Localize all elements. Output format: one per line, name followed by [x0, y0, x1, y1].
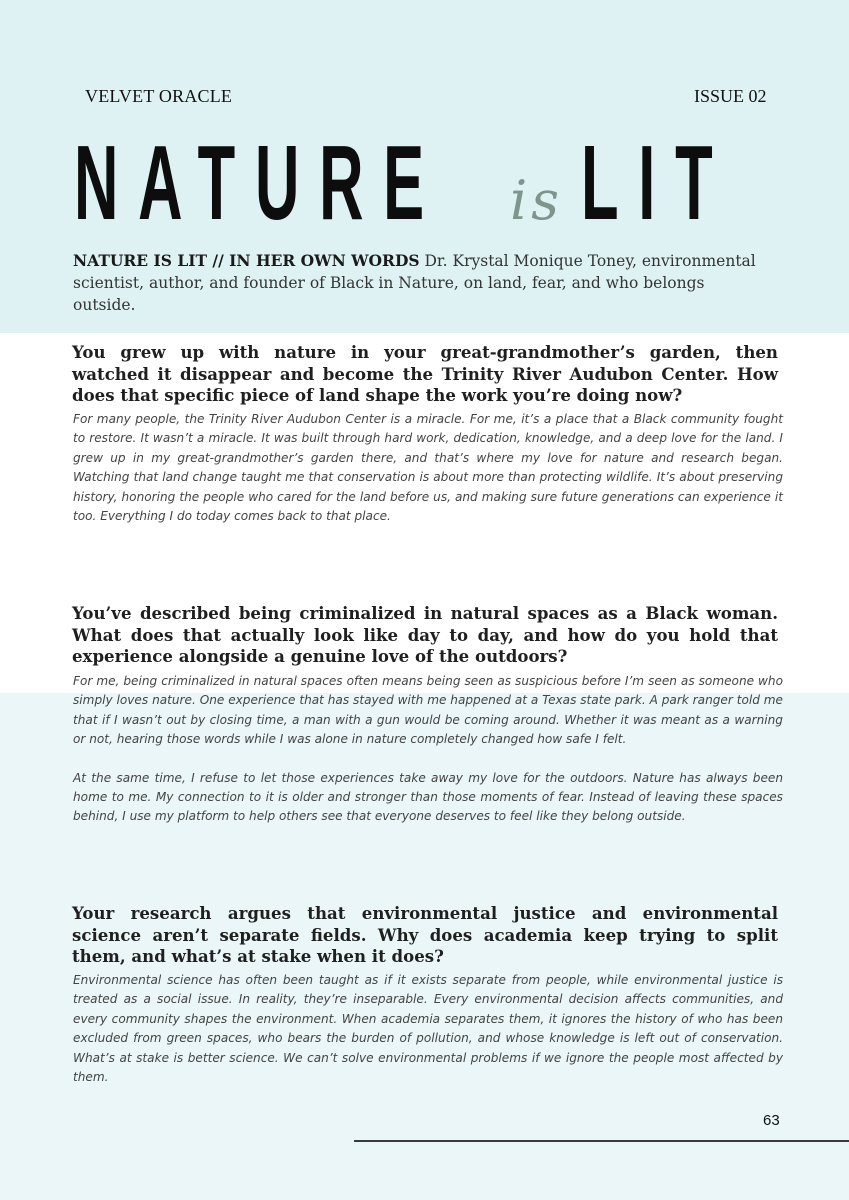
intro-label: NATURE IS LIT // IN HER OWN WORDS — [73, 251, 420, 270]
intro-paragraph — [73, 250, 763, 316]
answer-paragraph: For me, being criminalized in natural spaces often means being seen as suspicious before I’m seen as someone who simply loves nature. One experience that has stayed with me happened at a Texas state park. A park ranger told me that if I wasn’t out by closing time, a man with a gun would be coming around. Whether it was meant as a warning or not, hearing those words while I was alone in nature completely changed how safe I felt. — [73, 674, 783, 747]
title-word-is: is — [510, 169, 563, 232]
page-title — [74, 124, 754, 242]
answer-2 — [73, 672, 783, 827]
answer-1 — [73, 410, 783, 526]
intro-text: Dr. Krystal Monique Toney, environmental scientist, author, and founder of Black in Nature, on land, fear, and who belongs outside. — [73, 252, 756, 314]
answer-paragraph: At the same time, I refuse to let those experiences take away my love for the outdoors. Nature has always been home to me. My connection to it is older and stronger than those moments of fear. Instead of leaving these spaces behind, I use my platform to help others see that everyone deserves to feel like they belong outside. — [73, 770, 783, 824]
question-1: You grew up with nature in your great-grandmother’s garden, then watched it disappear and become the Trinity River Audubon Center. How does that specific piece of land shape the work you’re doing now? — [72, 342, 778, 405]
title-word-lit: LIT — [581, 124, 733, 242]
answer-paragraph: Environmental science has often been taught as if it exists separate from people, while environmental justice is treated as a social issue. In reality, they’re inseparable. Every environmental decision affects communities, and every community shapes the environment. When academia separates them, it ignores the history of who has been excluded from green spaces, who bears the burden of pollution, and whose knowledge is left out of conservation. What’s at stake is better science. We can’t solve environmental problems if we ignore the people most affected by them. — [73, 973, 783, 1085]
answer-3 — [73, 971, 783, 1087]
footer-rule — [354, 1140, 849, 1142]
title-word-nature: NATURE — [74, 124, 444, 242]
answer-paragraph: For many people, the Trinity River Audubon Center is a miracle. For me, it’s a place that a Black community fought to restore. It wasn’t a miracle. It was built through hard work, dedication, knowledge, and a deep love for the land. I grew up in my great-grandmother’s garden there, and that’s where my love for nature and research began. Watching that land change taught me that conservation is about more than protecting wildlife. It’s about preserving history, honoring the people who cared for the land before us, and making sure future generations can experience it too. Everything I do today comes back to that place. — [73, 412, 783, 524]
page-number: 63 — [763, 1112, 780, 1129]
issue-label: ISSUE 02 — [694, 86, 767, 106]
question-2: You’ve described being criminalized in natural spaces as a Black woman. What does that actually look like day to day, and how do you hold that experience alongside a genuine love of the outdoors? — [72, 603, 778, 666]
magazine-name: VELVET ORACLE — [85, 86, 233, 106]
question-3: Your research argues that environmental justice and environmental science aren’t separate fields. Why does academia keep trying to split them, and what’s at stake when it does? — [72, 903, 778, 966]
